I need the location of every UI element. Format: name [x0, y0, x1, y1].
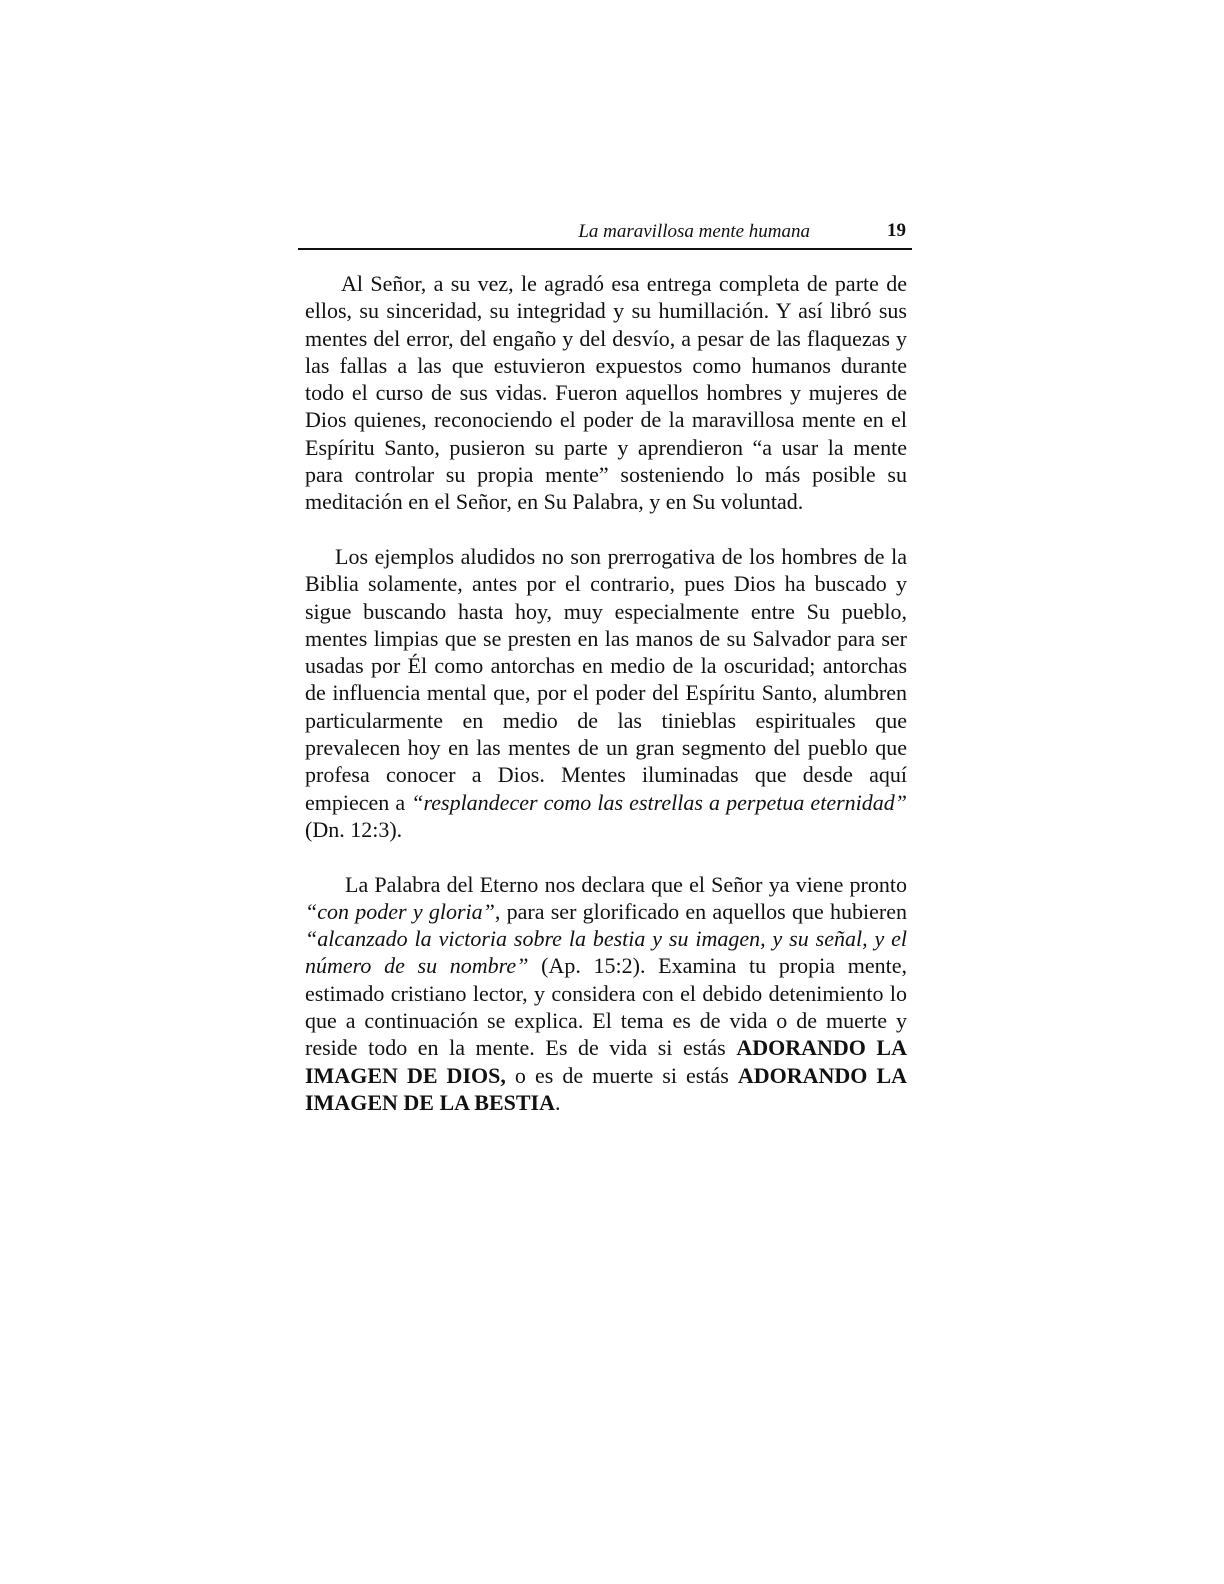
paragraph-3-text-5: .: [555, 1089, 561, 1115]
paragraph-2: [305, 543, 907, 843]
paragraph-3-text-4: o es de muerte si estás: [505, 1062, 738, 1088]
page-header: [298, 216, 912, 250]
paragraph-3-text-3: (Ap. 15:2). Examina tu propia mente, estimado cristiano lector, y considera con el debido detenimiento lo que a continuación se explica. El tema es de vida o de muerte y reside todo en la mente. Es de vida si estás: [305, 953, 907, 1061]
paragraph-2-quote: “resplandecer como las estrellas a perpetua eternidad”: [411, 789, 907, 815]
running-title: La maravillosa mente humana: [578, 221, 810, 242]
paragraph-3-text-1: La Palabra del Eterno nos declara que el Señor ya viene pronto: [345, 871, 907, 897]
paragraph-2-text: Los ejemplos aludidos no son prerrogativa de los hombres de la Biblia solamente, antes por el contrario, pues Dios ha buscado y sigue buscando hasta hoy, muy especialmente entre Su pueblo, mentes limpias que se presten en las manos de su Salvador para ser usadas por Él como antorchas en medio de la oscuridad; antorchas de influencia mental que, por el poder del Espíritu Santo, alumbren particularmente en medio de las tinieblas espirituales que prevalecen hoy en las mentes de un gran segmento del pueblo que profesa conocer a Dios. Mentes iluminadas que desde aquí empiecen a: [305, 543, 907, 815]
paragraph-3-quote-1: “con poder y gloria”: [305, 898, 495, 924]
paragraph-1-text: Al Señor, a su vez, le agradó esa entrega completa de parte de ellos, su sinceridad, su integridad y su humillación. Y así libró sus mentes del error, del engaño y del desvío, a pesar de las flaquezas y las fallas a las que estuvieron expuestos como humanos durante todo el curso de sus vidas. Fueron aquellos hombres y mujeres de Dios quienes, reconociendo el poder de la maravillosa mente en el Espíritu Santo, pusieron su parte y aprendieron “a usar la mente para controlar su propia mente” sosteniendo lo más posible su meditación en el Señor, en Su Palabra, y en Su voluntad.: [305, 271, 907, 515]
paragraph-3-quote-2: “alcanzado la victoria sobre la bestia y su imagen, y su señal, y el número de su nombre”: [305, 926, 907, 979]
paragraph-3-bold-1: ADORANDO LA IMAGEN DE DIOS,: [305, 1035, 907, 1088]
page-body: [305, 270, 907, 1144]
paragraph-2-reference: (Dn. 12:3).: [305, 816, 403, 842]
paragraph-1: [305, 270, 907, 516]
paragraph-3: [305, 871, 907, 1117]
page-number: 19: [887, 220, 906, 241]
paragraph-3-text-2: , para ser glorificado en aquellos que hubieren: [494, 898, 907, 924]
paragraph-3-bold-2: ADORANDO LA IMAGEN DE LA BESTIA: [305, 1062, 908, 1115]
